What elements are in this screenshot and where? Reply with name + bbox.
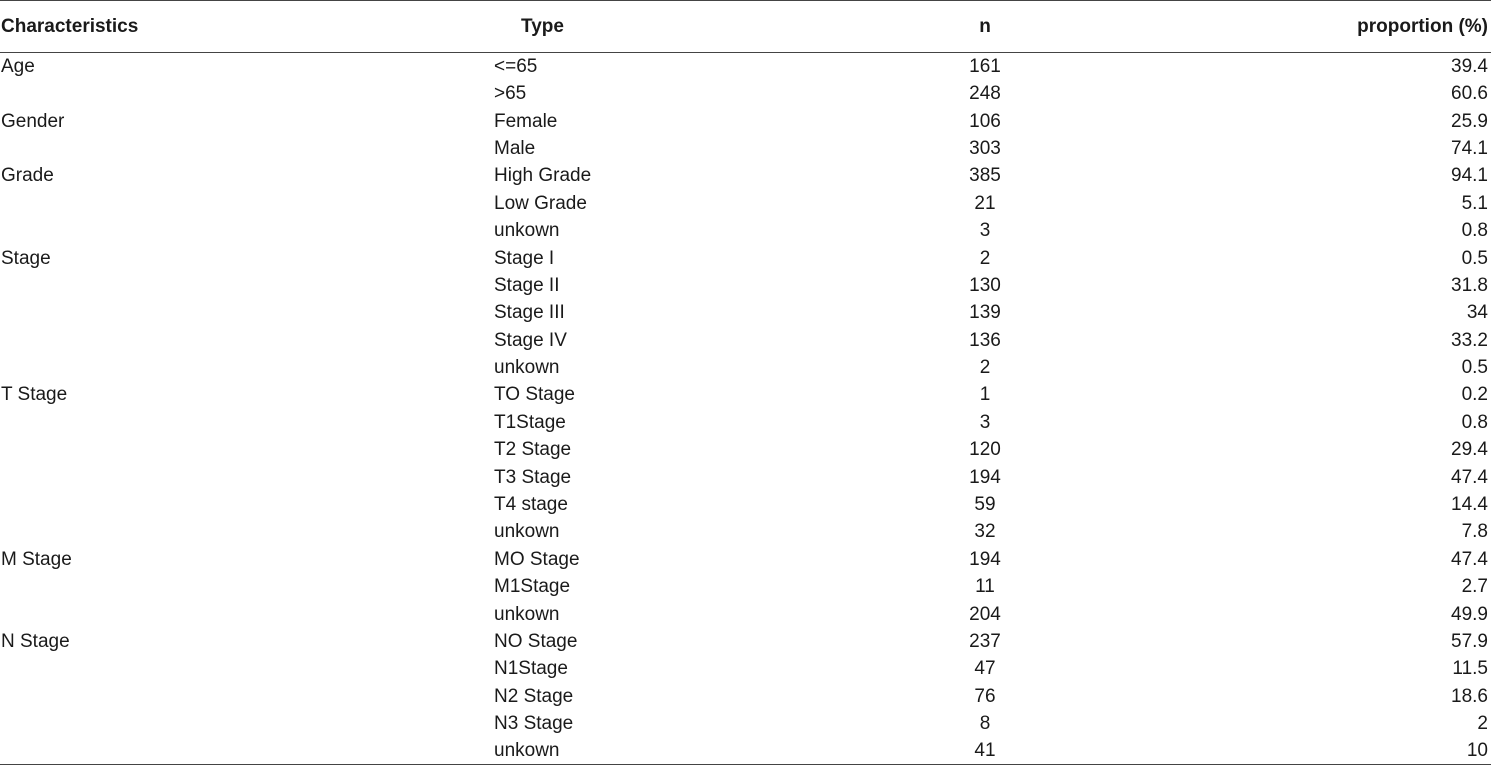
proportion-cell: 29.4 <box>1451 439 1488 461</box>
n-cell: 204 <box>969 603 1001 625</box>
type-cell: M1Stage <box>494 576 571 598</box>
type-cell: N2 Stage <box>494 685 574 707</box>
n-cell: 2 <box>979 357 991 379</box>
table-row <box>0 190 1491 217</box>
type-cell: unkown <box>494 603 560 625</box>
n-cell: 3 <box>979 220 991 242</box>
proportion-cell: 14.4 <box>1451 494 1488 516</box>
table-row <box>0 53 1491 81</box>
proportion-cell: 0.5 <box>1461 247 1488 269</box>
characteristic-cell <box>0 299 494 326</box>
header-row <box>0 1 1491 53</box>
characteristic-cell <box>0 135 494 162</box>
characteristic-cell: Grade <box>1 165 54 187</box>
characteristic-cell <box>0 655 494 682</box>
table-row <box>0 409 1491 436</box>
n-cell: 303 <box>969 137 1001 159</box>
table-row <box>0 628 1491 655</box>
n-cell: 194 <box>969 548 1001 570</box>
characteristic-cell: Stage <box>1 247 51 269</box>
characteristic-cell: Gender <box>1 110 65 132</box>
type-cell: unkown <box>494 220 560 242</box>
n-cell: 3 <box>979 411 991 433</box>
type-cell: unkown <box>494 737 891 765</box>
type-cell: T2 Stage <box>494 439 572 461</box>
characteristic-cell <box>0 327 494 354</box>
type-cell: N1Stage <box>494 658 568 680</box>
type-cell: >65 <box>494 83 527 105</box>
table-header <box>0 1 1491 53</box>
type-cell: Low Grade <box>494 192 587 214</box>
n-cell: 130 <box>969 274 1001 296</box>
characteristic-cell <box>0 573 494 600</box>
characteristic-cell <box>0 409 494 436</box>
n-cell: 8 <box>979 713 991 735</box>
proportion-cell: 49.9 <box>1451 603 1488 625</box>
proportion-cell: 33.2 <box>1451 329 1488 351</box>
table-row <box>0 272 1491 299</box>
proportion-cell: 0.2 <box>1461 384 1488 406</box>
n-cell: 21 <box>974 192 996 214</box>
characteristic-cell <box>0 518 494 545</box>
table-row <box>0 299 1491 326</box>
type-cell: TO Stage <box>494 384 575 406</box>
characteristic-cell <box>0 217 494 244</box>
table-row <box>0 655 1491 682</box>
n-cell: 47 <box>974 658 996 680</box>
n-cell: 76 <box>974 685 996 707</box>
characteristic-cell <box>0 463 494 490</box>
proportion-cell: 0.8 <box>1461 220 1488 242</box>
type-cell: High Grade <box>494 165 592 187</box>
header-type: Type <box>494 1 891 53</box>
n-cell: 59 <box>974 494 996 516</box>
type-cell: <=65 <box>494 56 538 77</box>
type-cell: unkown <box>494 521 560 543</box>
proportion-cell: 10 <box>1079 737 1491 765</box>
n-cell: 248 <box>969 83 1001 105</box>
header-n: n <box>891 1 1079 53</box>
proportion-cell: 60.6 <box>1451 83 1488 105</box>
table-row <box>0 683 1491 710</box>
table-row <box>0 354 1491 381</box>
table-row <box>0 463 1491 490</box>
characteristic-cell <box>0 491 494 518</box>
type-cell: T3 Stage <box>494 466 572 488</box>
characteristic-cell <box>0 272 494 299</box>
n-cell: 32 <box>974 521 996 543</box>
n-cell: 2 <box>979 247 991 269</box>
n-cell: 161 <box>969 56 1001 77</box>
table-row <box>0 491 1491 518</box>
characteristic-cell: M Stage <box>1 548 72 570</box>
type-cell: N3 Stage <box>494 713 574 735</box>
n-cell: 41 <box>891 737 1079 765</box>
table-row <box>0 162 1491 189</box>
header-characteristics: Characteristics <box>0 1 494 53</box>
proportion-cell: 18.6 <box>1451 685 1488 707</box>
proportion-cell: 47.4 <box>1451 466 1488 488</box>
table-row <box>0 436 1491 463</box>
table-row <box>0 135 1491 162</box>
n-cell: 106 <box>969 110 1001 132</box>
type-cell: Stage III <box>494 302 565 324</box>
table-row <box>0 546 1491 573</box>
proportion-cell: 31.8 <box>1451 274 1488 296</box>
type-cell: NO Stage <box>494 631 578 652</box>
n-cell: 1 <box>979 384 991 406</box>
proportion-cell: 25.9 <box>1451 110 1488 132</box>
type-cell: Stage I <box>494 247 555 269</box>
type-cell: unkown <box>494 357 560 379</box>
table-row <box>0 573 1491 600</box>
table-row <box>0 381 1491 408</box>
type-cell: Stage II <box>494 274 560 296</box>
type-cell: T1Stage <box>494 411 566 433</box>
characteristic-cell <box>0 80 494 107</box>
table-row <box>0 737 1491 765</box>
proportion-cell: 74.1 <box>1451 137 1488 159</box>
proportion-cell: 57.9 <box>1451 631 1488 652</box>
table-body <box>0 53 1491 765</box>
n-cell: 385 <box>969 165 1001 187</box>
proportion-cell: 0.5 <box>1461 357 1488 379</box>
n-cell: 11 <box>975 576 995 598</box>
header-proportion: proportion (%) <box>1079 1 1491 53</box>
characteristic-cell <box>0 190 494 217</box>
proportion-cell: 11.5 <box>1452 658 1488 680</box>
characteristic-cell <box>0 436 494 463</box>
n-cell: 194 <box>969 466 1001 488</box>
table-row <box>0 244 1491 271</box>
table-row <box>0 107 1491 134</box>
proportion-cell: 2.7 <box>1461 576 1488 598</box>
proportion-cell: 7.8 <box>1461 521 1488 543</box>
table-row <box>0 327 1491 354</box>
table-row <box>0 600 1491 627</box>
proportion-cell: 0.8 <box>1461 411 1488 433</box>
n-cell: 136 <box>969 329 1001 351</box>
type-cell: T4 stage <box>494 494 568 516</box>
characteristic-cell: N Stage <box>1 631 70 652</box>
proportion-cell: 39.4 <box>1451 56 1488 77</box>
table-row <box>0 710 1491 737</box>
characteristic-cell <box>0 710 494 737</box>
characteristic-cell <box>0 737 494 765</box>
proportion-cell: 5.1 <box>1461 192 1488 214</box>
proportion-cell: 47.4 <box>1451 548 1488 570</box>
n-cell: 237 <box>969 631 1001 652</box>
type-cell: MO Stage <box>494 548 580 570</box>
table-row <box>0 80 1491 107</box>
characteristic-cell <box>0 600 494 627</box>
table-row <box>0 217 1491 244</box>
proportion-cell: 34 <box>1466 302 1488 324</box>
proportion-cell: 2 <box>1477 713 1488 735</box>
table-row <box>0 518 1491 545</box>
characteristic-cell <box>0 683 494 710</box>
characteristic-cell <box>0 354 494 381</box>
characteristic-cell: T Stage <box>1 384 68 406</box>
type-cell: Stage IV <box>494 329 567 351</box>
type-cell: Female <box>494 110 558 132</box>
n-cell: 120 <box>969 439 1001 461</box>
characteristic-cell: Age <box>1 56 35 77</box>
n-cell: 139 <box>969 302 1001 324</box>
type-cell: Male <box>494 137 536 159</box>
proportion-cell: 94.1 <box>1451 165 1488 187</box>
